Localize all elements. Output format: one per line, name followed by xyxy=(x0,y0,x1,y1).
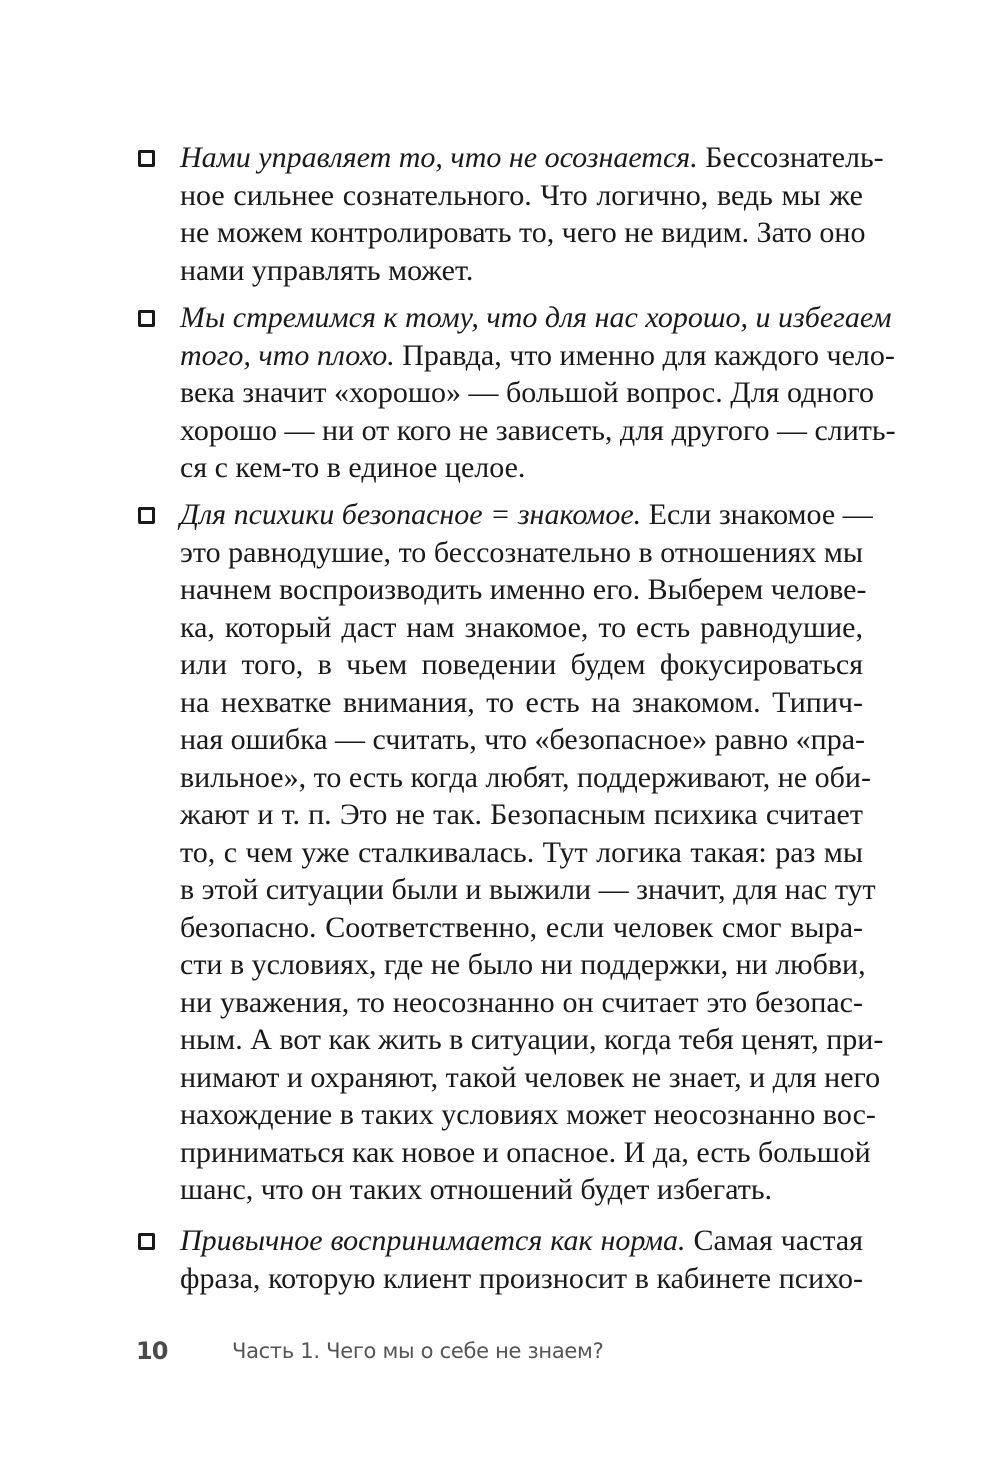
text-line: не можем контролировать то, чего не видим. Зато оно xyxy=(180,216,866,249)
text-line: ка, который даст нам знакомое, то есть равнодушие, xyxy=(180,610,863,644)
text-line: или того, в чьем поведении будем фокусироваться xyxy=(180,648,863,681)
text-line: нами управлять может. xyxy=(180,253,474,287)
page-footer xyxy=(0,1333,1000,1369)
text-line: фраза, которую клиент произносит в кабинете психо- xyxy=(180,1261,863,1295)
text-line: хорошо — ни от кого не зависеть, для другого — слить- xyxy=(180,413,896,447)
text-line: шанс, что он таких отношений будет избегать. xyxy=(180,1173,773,1206)
checkbox-icon xyxy=(138,507,155,524)
text-line: жают и т. п. Это не так. Безопасным психика считает xyxy=(180,798,863,831)
text-line: ся с кем-то в единое целое. xyxy=(180,451,526,484)
text-line: ни уважения, то неосознанно он считает это безопас- xyxy=(180,985,863,1019)
text-line: Мы стремимся к тому, что для нас хорошо, и избегаем xyxy=(180,301,892,334)
text-line: безопасно. Соответственно, если человек смог выра- xyxy=(180,910,863,944)
text-line: нахождение в таких условиях может неосознанно вос- xyxy=(180,1098,876,1131)
text-line: это равнодушие, то бессознательно в отношениях мы xyxy=(180,535,863,569)
item-3 xyxy=(180,496,884,1209)
text-line: того, что плохо. Правда, что именно для каждого чело- xyxy=(180,338,895,372)
text-line: века значит «хорошо» — большой вопрос. Для одного xyxy=(180,376,874,409)
text-line: начнем воспроизводить именно его. Выберем челове- xyxy=(180,573,867,606)
item-1 xyxy=(180,139,884,289)
checkbox-icon xyxy=(138,310,155,327)
text-line: ная ошибка — считать, что «безопасное» равно «пра- xyxy=(180,723,866,756)
text-line: вильное», то есть когда любят, поддерживают, не оби- xyxy=(180,760,871,794)
text-line: сти в условиях, где не было ни поддержки, ни любви, xyxy=(180,948,866,981)
text-line: приниматься как новое и опасное. И да, есть большой xyxy=(180,1135,871,1169)
running-head: Часть 1. Чего мы о себе не знаем? xyxy=(232,1339,604,1363)
text-line: нимают и охраняют, такой человек не знает, и для него xyxy=(180,1060,881,1094)
item-2 xyxy=(180,299,896,487)
text-line: в этой ситуации были и выжили — значит, для нас тут xyxy=(180,873,876,906)
text-line: то, с чем уже сталкивалась. Тут логика такая: раз мы xyxy=(180,835,863,869)
item-4 xyxy=(180,1222,863,1297)
text-line: на нехватке внимания, то есть на знакомом. Типич- xyxy=(180,685,863,719)
text-line: Нами управляет то, что не осознается. Бессознатель- xyxy=(180,141,884,174)
text-line: ное сильнее сознательного. Что логично, ведь мы же xyxy=(180,178,863,212)
text-line: Для психики безопасное = знакомое. Если знакомое — xyxy=(180,498,873,531)
page-number: 10 xyxy=(136,1337,168,1365)
text-line: Привычное воспринимается как норма. Самая частая xyxy=(180,1224,864,1257)
checkbox-icon xyxy=(138,1233,155,1250)
text-line: ным. А вот как жить в ситуации, когда тебя ценят, при- xyxy=(180,1023,884,1056)
checkbox-icon xyxy=(138,150,155,167)
